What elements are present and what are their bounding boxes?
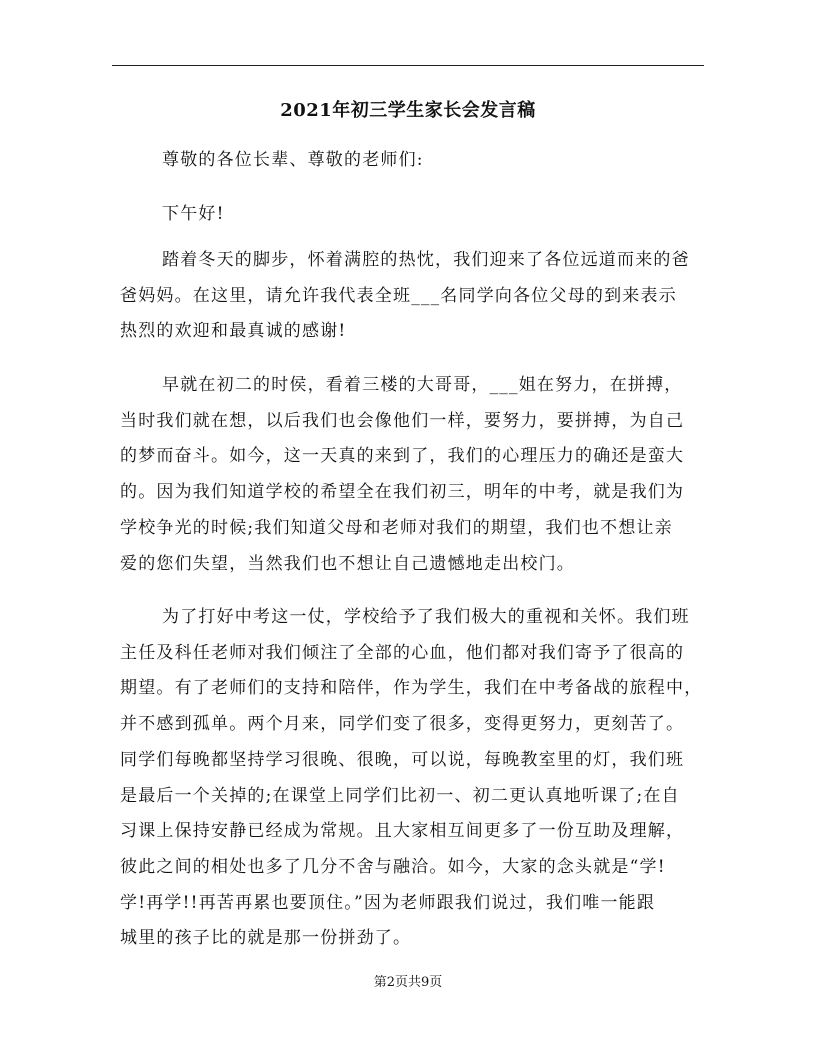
paragraph-line: 爸妈妈。在这里，请允许我代表全班___名同学向各位父母的到来表示 [120, 285, 677, 306]
paragraph-line: 彼此之间的相处也多了几分不舍与融洽。如今，大家的念头就是“学! [120, 856, 666, 877]
paragraph-line: 踏着冬天的脚步，怀着满腔的热忱，我们迎来了各位远道而来的爸 [162, 250, 690, 270]
header-rule [112, 65, 704, 66]
paragraph-line: 并不感到孤单。两个月来，同学们变了很多，变得更努力，更刻苦了。 [120, 714, 685, 735]
paragraph-line: 同学们每晚都坚持学习很晚、很晚，可以说，每晚教室里的灯，我们班 [120, 749, 685, 770]
paragraph-line: 的。因为我们知道学校的希望全在我们初三，明年的中考，就是我们为 [120, 482, 685, 503]
paragraph-line: 习课上保持安静已经成为常规。且大家相互间更多了一份互助及理解， [120, 821, 685, 842]
paragraph-line: 城里的孩子比的就是那一份拼劲了。 [120, 928, 412, 949]
paragraph-line: 热烈的欢迎和最真诚的感谢! [120, 321, 347, 342]
paragraph-line: 为了打好中考这一仗，学校给予了我们极大的重视和关怀。我们班 [162, 607, 690, 627]
paragraph-line: 是最后一个关掉的;在课堂上同学们比初一、初二更认真地听课了;在自 [120, 785, 680, 806]
page-number: 第2页共9页 [373, 975, 443, 990]
paragraph-line: 期望。有了老师们的支持和陪伴，作为学生，我们在中考备战的旅程中， [120, 678, 703, 699]
paragraph-line: 主任及科任老师对我们倾注了全部的心血，他们都对我们寄予了很高的 [120, 642, 685, 663]
paragraph-line: 学!再学!!再苦再累也要顶住。”因为老师跟我们说过，我们唯一能跟 [120, 892, 656, 913]
paragraph-line: 学校争光的时候;我们知道父母和老师对我们的期望，我们也不想让亲 [120, 517, 673, 538]
paragraph-2 [120, 368, 700, 582]
document-title: 2021年初三学生家长会发言稿 [280, 100, 536, 121]
salutation: 下午好! [162, 204, 225, 224]
paragraph-3 [120, 600, 703, 957]
greeting: 尊敬的各位长辈、尊敬的老师们: [162, 150, 424, 170]
paragraph-line: 当时我们就在想，以后我们也会像他们一样，要努力，要拼搏，为自己 [120, 410, 685, 431]
paragraph-line: 爱的您们失望，当然我们也不想让自己遗憾地走出校门。 [120, 553, 575, 574]
paragraph-line: 早就在初二的时侯，看着三楼的大哥哥，___姐在努力，在拼搏， [162, 375, 683, 395]
paragraph-1 [120, 243, 700, 350]
paragraph-line: 的梦而奋斗。如今，这一天真的来到了，我们的心理压力的确还是蛮大 [120, 446, 685, 467]
